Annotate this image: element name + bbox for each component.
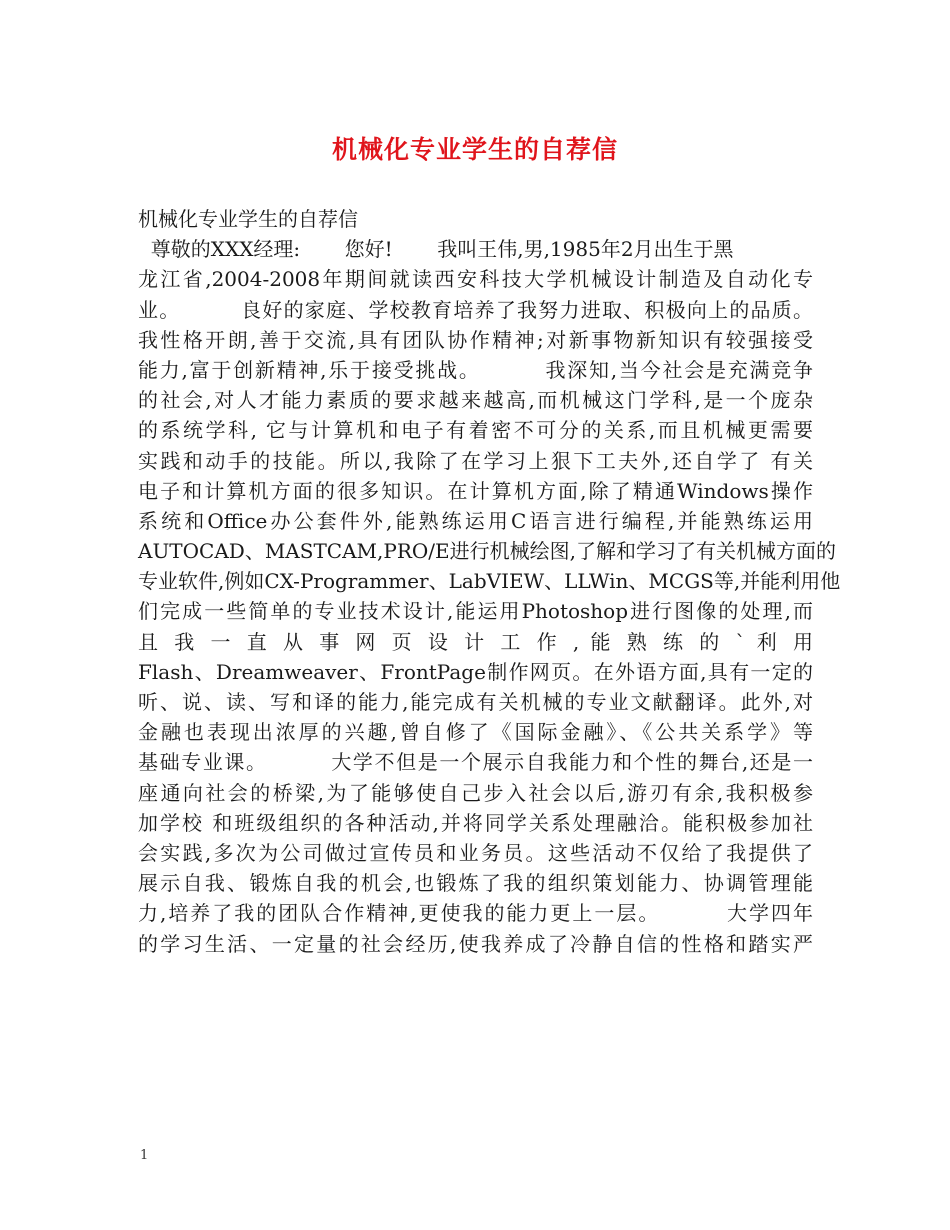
body-line: 实践和动手的技能。所以,我除了在学习上狠下工夫外,还自学了 有关 <box>138 448 813 473</box>
body-line: 座通向社会的桥梁,为了能够使自己步入社会以后,游刃有余,我积极参 <box>138 780 813 805</box>
body-line: 尊敬的XXX经理: 您好! 我叫王伟,男,1985年2月出生于黑 <box>138 237 734 262</box>
body-line: 机械化专业学生的自荐信 <box>138 207 358 231</box>
document-body <box>138 204 841 959</box>
body-line: 电子和计算机方面的很多知识。在计算机方面,除了精通Windows操作 <box>138 478 813 503</box>
body-line: 专业软件,例如CX-Programmer、LabVIEW、LLWin、MCGS等,并能利用他 <box>138 569 841 594</box>
page-number: 1 <box>140 1148 149 1163</box>
body-line: 会实践,多次为公司做过宣传员和业务员。这些活动不仅给了我提供了 <box>138 840 813 865</box>
body-line: 展示自我、锻炼自我的机会,也锻炼了我的组织策划能力、协调管理能 <box>138 871 813 896</box>
body-line: 力,培养了我的团队合作精神,更使我的能力更上一层。 大学四年 <box>138 901 813 926</box>
body-line: 基础专业课。 大学不但是一个展示自我能力和个性的舞台,还是一 <box>138 750 813 775</box>
body-line: 龙江省,2004-2008年期间就读西安科技大学机械设计制造及自动化专 <box>138 267 813 292</box>
body-line: 能力,富于创新精神,乐于接受挑战。 我深知,当今社会是充满竞争 <box>138 357 813 382</box>
body-line: 业。 良好的家庭、学校教育培养了我努力进取、积极向上的品质。 <box>138 297 813 322</box>
body-line: AUTOCAD、MASTCAM,PRO/E进行机械绘图,了解和学习了有关机械方面的 <box>138 539 836 564</box>
body-line: 听、说、读、写和译的能力,能完成有关机械的专业文献翻译。此外,对 <box>138 690 813 714</box>
body-line: 加学校 和班级组织的各种活动,并将同学关系处理融洽。能积极参加社 <box>138 810 813 835</box>
body-line: 金融也表现出浓厚的兴趣,曾自修了《国际金融》、《公共关系学》等 <box>138 720 813 745</box>
body-line: 们完成一些简单的专业技术设计,能运用Photoshop进行图像的处理,而 <box>138 599 813 624</box>
body-line: 的系统学科, 它与计算机和电子有着密不可分的关系,而且机械更需要 <box>138 418 813 443</box>
body-line: 的社会,对人才能力素质的要求越来越高,而机械这门学科,是一个庞杂 <box>138 388 813 413</box>
body-line: 系统和Office办公套件外,能熟练运用C语言进行编程,并能熟练运用 <box>138 508 813 533</box>
body-line: Flash、Dreamweaver、FrontPage制作网页。在外语方面,具有一定的 <box>138 659 813 684</box>
body-line: 且 我 一 直 从 事 网 页 设 计 工 作 , 能 熟 练 的 ` 利 用 <box>138 629 813 654</box>
body-line: 我性格开朗,善于交流,具有团队协作精神;对新事物新知识有较强接受 <box>138 327 813 352</box>
document-title: 机械化专业学生的自荐信 <box>331 135 618 164</box>
body-line: 的学习生活、一定量的社会经历,使我养成了冷静自信的性格和踏实严 <box>138 931 813 956</box>
